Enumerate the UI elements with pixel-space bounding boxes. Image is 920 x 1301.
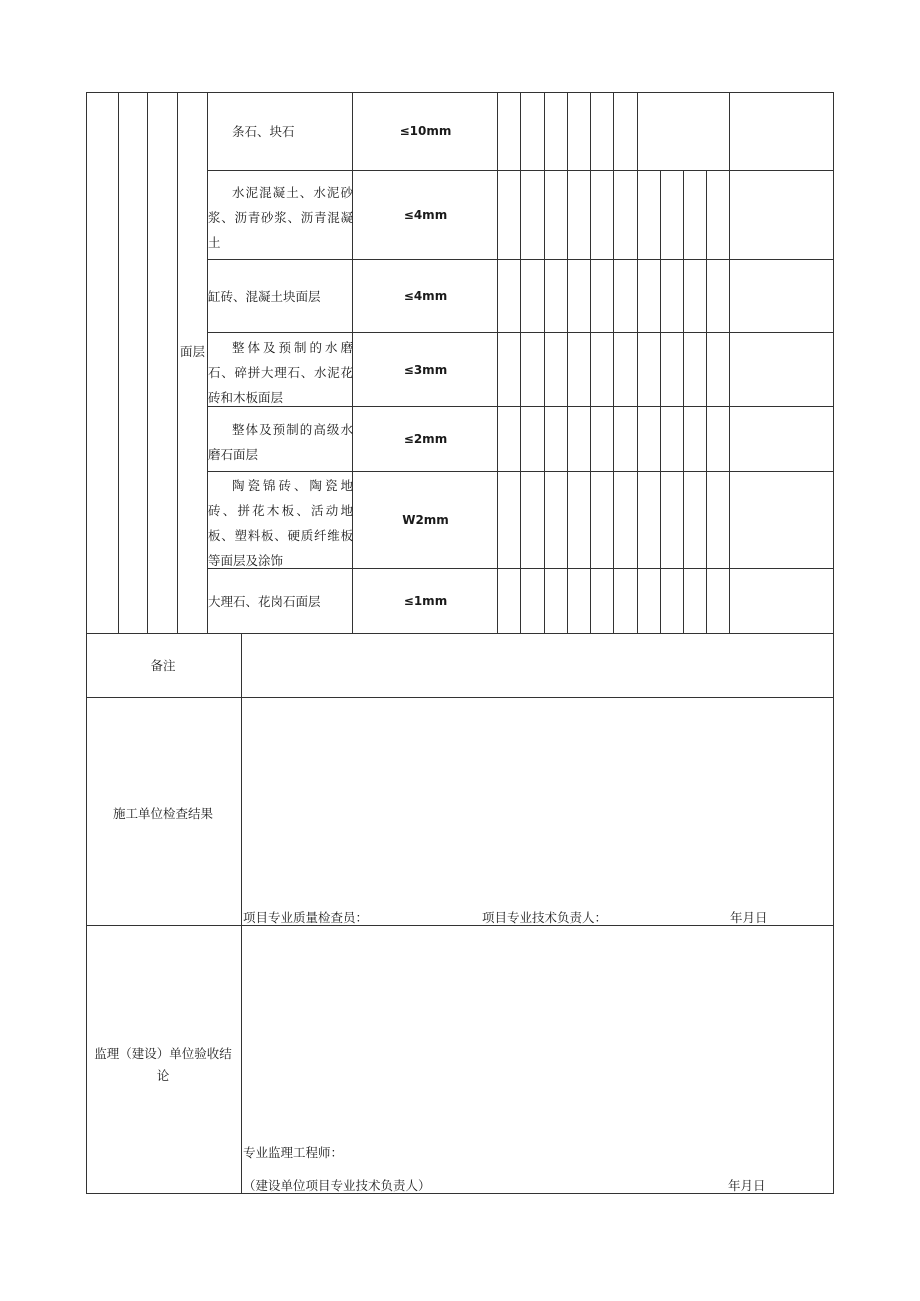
supervision-conclusion-label: 监理（建设）单位验收结: [94, 1046, 232, 1061]
date-label: 年月日: [728, 1178, 766, 1193]
table-border-top: [86, 92, 834, 93]
item-text: 条石、块石: [232, 124, 295, 139]
tolerance-value: ≤3mm: [403, 363, 448, 377]
row-divider: [86, 925, 834, 926]
item-text: 整体及预制的水磨石、碎拼大理石、水泥花砖和木板面层: [208, 340, 353, 405]
check-column-divider: [520, 92, 521, 633]
supervising-engineer-label: 专业监理工程师：: [243, 1145, 344, 1160]
table-border-bottom: [86, 1193, 834, 1194]
section-label: 面层: [179, 344, 205, 359]
table-border-right: [833, 92, 834, 1194]
tolerance-value: W2mm: [402, 513, 449, 527]
check-column-divider: [613, 92, 614, 633]
check-column-divider: [590, 92, 591, 633]
item-text: 大理石、花岗石面层: [208, 594, 321, 609]
item-text: 水泥混凝土、水泥砂浆、沥青砂浆、沥青混凝土: [208, 185, 353, 250]
item-text: 整体及预制的高级水磨石面层: [208, 422, 353, 462]
check-column-divider: [567, 92, 568, 633]
tolerance-value: ≤10mm: [399, 124, 452, 138]
item-text: 缸砖、混凝土块面层: [208, 289, 321, 304]
tolerance-value: ≤1mm: [403, 594, 448, 608]
item-text: 陶瓷锦砖、陶瓷地砖、拼花木板、活动地板、塑料板、硬质纤维板等面层及涂饰: [208, 478, 353, 568]
check-column-divider: [706, 170, 707, 633]
check-column-divider: [683, 170, 684, 633]
tolerance-value: ≤2mm: [403, 432, 448, 446]
construction-result-label: 施工单位检查结果: [112, 806, 213, 821]
table-border-left: [86, 92, 87, 1194]
tolerance-value: ≤4mm: [403, 289, 448, 303]
technical-lead-label: 项目专业技术负责人：: [482, 910, 608, 925]
supervision-conclusion-label-cont: 论: [156, 1068, 170, 1083]
tolerance-value: ≤4mm: [403, 208, 448, 222]
label-column-divider: [241, 633, 242, 1194]
remarks-label: 备注: [150, 658, 176, 673]
column-divider: [118, 92, 119, 633]
check-column-divider: [660, 170, 661, 633]
check-column-divider: [729, 92, 730, 633]
check-column-divider: [637, 92, 638, 633]
check-column-divider: [544, 92, 545, 633]
owner-representative-label: （建设单位项目专业技术负责人）: [243, 1178, 431, 1193]
row-divider: [86, 633, 834, 634]
date-label: 年月日: [730, 910, 768, 925]
quality-inspector-label: 项目专业质量检查员：: [243, 910, 369, 925]
column-divider: [147, 92, 148, 633]
row-divider: [86, 697, 834, 698]
